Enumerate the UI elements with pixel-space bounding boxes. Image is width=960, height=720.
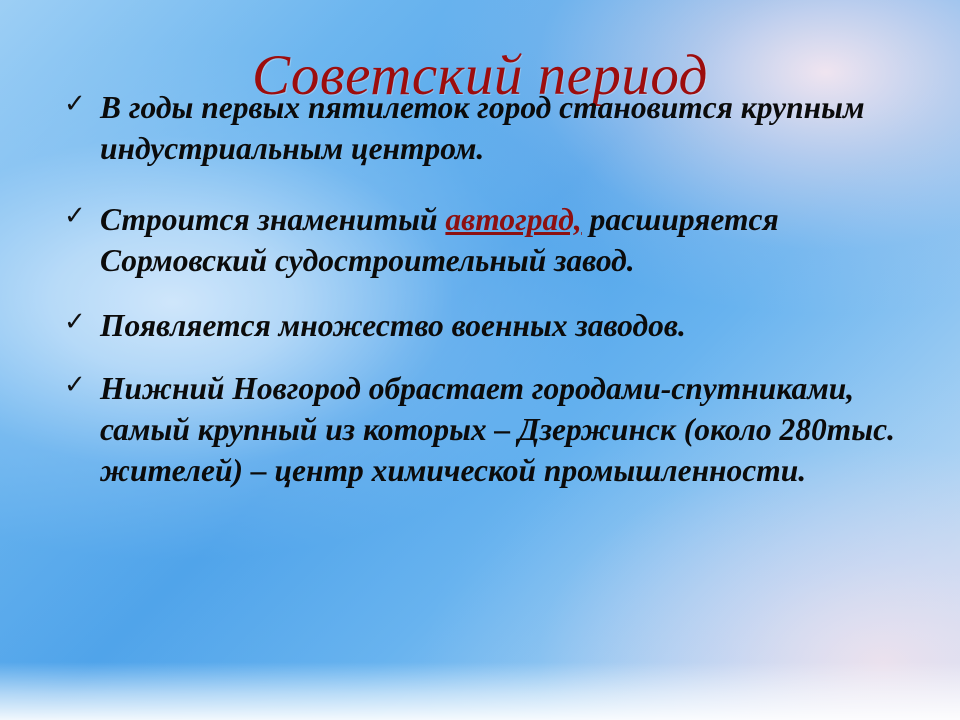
list-item-text-main: Появляется множество военных заводов.: [100, 307, 686, 343]
list-item: [58, 306, 920, 347]
list-item-text: [100, 90, 865, 166]
list-item-text-main: В годы первых пятилеток город становится крупным индустриальным центром.: [100, 90, 865, 166]
bullet-list: [58, 88, 920, 492]
list-item-text: [100, 308, 686, 343]
list-item-text: [100, 371, 895, 488]
check-icon: ✓: [64, 200, 86, 231]
check-icon: ✓: [64, 306, 86, 337]
list-item-text-tail: расширяется Сормовский судостроительный завод.: [100, 201, 779, 278]
check-icon: ✓: [64, 89, 86, 119]
list-item-text: [100, 202, 779, 278]
list-item: [58, 200, 920, 282]
list-item-text-main: Строится знаменитый: [100, 201, 446, 237]
list-item: [58, 369, 920, 492]
check-icon: ✓: [64, 369, 86, 400]
list-item: [58, 88, 920, 170]
page-title: Советский период: [252, 44, 708, 108]
highlighted-term: автоград,: [445, 201, 582, 237]
list-item-text-main: Нижний Новгород обрастает городами-спутниками, самый крупный из которых – Дзержинск (около 280тыс. жителей) – центр химической промышленности.: [100, 370, 895, 488]
